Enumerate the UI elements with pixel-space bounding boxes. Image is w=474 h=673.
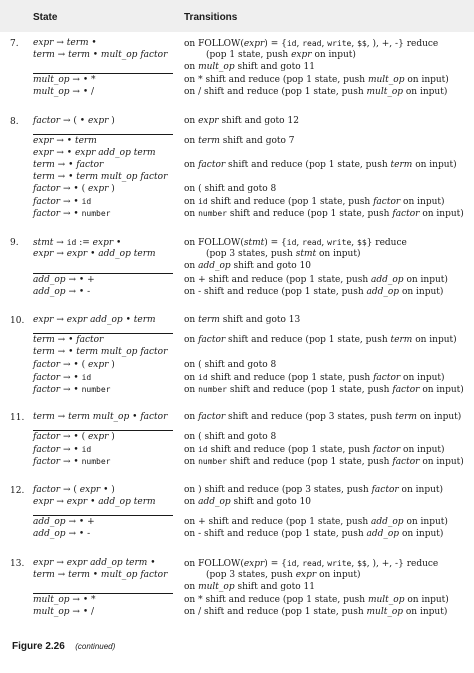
transition-entry: on add_op shift and goto 10 [184, 261, 312, 271]
transition-entry: on FOLLOW(expr) = {id, read, write, $$, ), +, -} reduce [184, 39, 439, 49]
lr-item: stmt → id := expr • [33, 238, 122, 248]
transition-entry: on add_op shift and goto 10 [184, 497, 312, 507]
lr-item: factor → • id [33, 445, 92, 455]
transition-entry: on factor shift and reduce (pop 1 state, push term on input) [184, 335, 457, 345]
lr-item: mult_op → • / [33, 607, 95, 617]
transition-entry: on ( shift and goto 8 [184, 360, 277, 370]
lr-item: expr → expr add_op • term [33, 315, 156, 325]
transition-entry: on id shift and reduce (pop 1 state, push factor on input) [184, 373, 445, 383]
lr-item: factor → • ( expr ) [33, 432, 115, 442]
lr-item: factor → • id [33, 197, 92, 207]
transition-entry: (pop 1 state, push expr on input) [206, 50, 356, 60]
state-number: 7. [10, 39, 19, 49]
transition-entry: on number shift and reduce (pop 1 state, push factor on input) [184, 457, 464, 467]
lr-item: expr → • term [33, 136, 97, 146]
transition-entry: on factor shift and reduce (pop 3 states, push term on input) [184, 412, 462, 422]
lr-item: expr → term • [33, 38, 97, 48]
transition-entry: (pop 3 states, push stmt on input) [206, 249, 361, 259]
transition-entry: on expr shift and goto 12 [184, 116, 299, 126]
closure-divider [33, 333, 173, 334]
state-number: 10. [10, 316, 25, 326]
figure-number: Figure 2.26 [12, 641, 65, 652]
transition-entry: on + shift and reduce (pop 1 state, push add_op on input) [184, 517, 448, 527]
transition-entry: on term shift and goto 7 [184, 136, 295, 146]
lr-item: term → • term mult_op factor [33, 347, 168, 357]
lr-item: term → • term mult_op factor [33, 172, 168, 182]
lr-item: expr → • expr add_op term [33, 148, 156, 158]
lr-item: factor → • number [33, 457, 111, 467]
state-column-header: State [33, 12, 58, 23]
state-number: 8. [10, 117, 19, 127]
lr-item: add_op → • - [33, 529, 91, 539]
lr-item: term → • factor [33, 335, 104, 345]
transition-entry: on mult_op shift and goto 11 [184, 62, 315, 72]
table-header [0, 0, 474, 32]
lr-item: expr → expr add_op term • [33, 558, 156, 568]
figure-caption [12, 636, 115, 654]
lr-item: expr → expr • add_op term [33, 497, 156, 507]
transition-entry: on factor shift and reduce (pop 1 state, push term on input) [184, 160, 457, 170]
lr-item: mult_op → • * [33, 595, 96, 605]
lr-item: factor → • ( expr ) [33, 184, 115, 194]
closure-divider [33, 430, 173, 431]
state-number: 11. [10, 413, 25, 423]
lr-item: expr → expr • add_op term [33, 249, 156, 259]
transition-entry: on - shift and reduce (pop 1 state, push add_op on input) [184, 529, 444, 539]
closure-divider [33, 73, 173, 74]
transition-entry: on number shift and reduce (pop 1 state, push factor on input) [184, 209, 464, 219]
lr-item: factor → • id [33, 373, 92, 383]
transition-entry: on id shift and reduce (pop 1 state, push factor on input) [184, 445, 445, 455]
closure-divider [33, 515, 173, 516]
lr-item: add_op → • - [33, 287, 91, 297]
transition-entry: on / shift and reduce (pop 1 state, push mult_op on input) [184, 87, 448, 97]
transition-entry: on * shift and reduce (pop 1 state, push mult_op on input) [184, 75, 449, 85]
state-number: 12. [10, 486, 25, 496]
lr-item: mult_op → • * [33, 75, 96, 85]
state-number: 9. [10, 238, 19, 248]
transition-entry: on * shift and reduce (pop 1 state, push mult_op on input) [184, 595, 449, 605]
state-number: 13. [10, 559, 25, 569]
transition-entry: on term shift and goto 13 [184, 315, 301, 325]
closure-divider [33, 134, 173, 135]
lr-item: factor → • ( expr ) [33, 360, 115, 370]
lr-item: factor → ( expr • ) [33, 485, 115, 495]
transition-entry: (pop 3 states, push expr on input) [206, 570, 361, 580]
closure-divider [33, 593, 173, 594]
transition-entry: on FOLLOW(stmt) = {id, read, write, $$} reduce [184, 238, 407, 248]
lr-item: add_op → • + [33, 275, 95, 285]
lr-item: add_op → • + [33, 517, 95, 527]
lr-item: term → • factor [33, 160, 104, 170]
lr-item: term → term • mult_op factor [33, 570, 168, 580]
lr-item: term → term • mult_op factor [33, 50, 168, 60]
transition-entry: on ( shift and goto 8 [184, 432, 277, 442]
transition-entry: on ) shift and reduce (pop 3 states, push factor on input) [184, 485, 444, 495]
transition-entry: on / shift and reduce (pop 1 state, push mult_op on input) [184, 607, 448, 617]
lr-item: factor → ( • expr ) [33, 116, 115, 126]
transition-entry: on mult_op shift and goto 11 [184, 582, 315, 592]
transition-entry: on ( shift and goto 8 [184, 184, 277, 194]
transition-entry: on number shift and reduce (pop 1 state, push factor on input) [184, 385, 464, 395]
lr-item: term → term mult_op • factor [33, 412, 168, 422]
transition-entry: on + shift and reduce (pop 1 state, push add_op on input) [184, 275, 448, 285]
closure-divider [33, 273, 173, 274]
continued-note: (continued) [75, 642, 116, 651]
transition-entry: on id shift and reduce (pop 1 state, push factor on input) [184, 197, 445, 207]
lr-item: factor → • number [33, 385, 111, 395]
lr-item: mult_op → • / [33, 87, 95, 97]
transition-entry: on FOLLOW(expr) = {id, read, write, $$, ), +, -} reduce [184, 559, 439, 569]
transitions-column-header: Transitions [184, 12, 238, 23]
lr-item: factor → • number [33, 209, 111, 219]
transition-entry: on - shift and reduce (pop 1 state, push add_op on input) [184, 287, 444, 297]
